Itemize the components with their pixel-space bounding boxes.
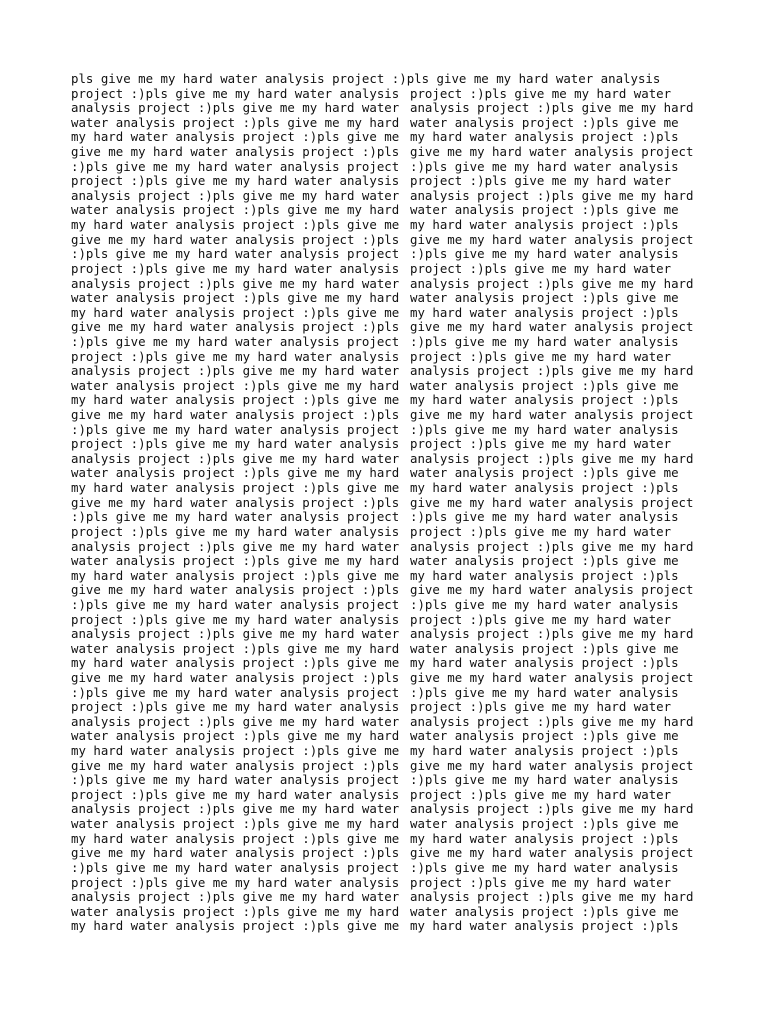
text-line: project :)pls give me my hard water analysis [71,611,400,627]
text-line: my hard water analysis project :)pls [410,392,679,408]
text-line: water analysis project :)pls give me my hard [71,903,400,919]
text-line: my hard water analysis project :)pls give me [71,743,400,759]
text-line: analysis project :)pls give me my hard [410,450,694,466]
text-line: analysis project :)pls give me my hard water [71,100,400,116]
text-line: analysis project :)pls give me my hard [410,889,694,905]
text-line: project :)pls give me my hard water analysis [71,85,400,101]
text-line: water analysis project :)pls give me my hard [71,816,400,832]
text-line: analysis project :)pls give me my hard water [71,450,400,466]
text-line: give me my hard water analysis project [410,144,694,160]
text-line: project :)pls give me my hard water [410,85,672,101]
text-line: :)pls give me my hard water analysis [410,596,679,612]
text-line: project :)pls give me my hard water analysis [71,260,400,276]
text-line: project :)pls give me my hard water [410,699,672,715]
text-line: :)pls give me my hard water analysis project [71,421,400,437]
text-line: :)pls give me my hard water analysis project [71,596,400,612]
text-line: project :)pls give me my hard water [410,874,672,890]
text-line: analysis project :)pls give me my hard water [71,889,400,905]
text-line: pls give me my hard water analysis project :)pls give me my hard water analysis [71,71,661,86]
text-line: water analysis project :)pls give me my hard [71,114,400,130]
text-line: project :)pls give me my hard water analysis [71,786,400,802]
text-line: project :)pls give me my hard water [410,523,672,539]
text-line: water analysis project :)pls give me [410,202,679,218]
text-line: :)pls give me my hard water analysis project [71,859,400,875]
text-line: :)pls give me my hard water analysis [410,772,679,788]
text-line: give me my hard water analysis project :)pls [71,757,400,773]
text-line: project :)pls give me my hard water analysis [71,173,400,189]
text-line: my hard water analysis project :)pls give me [71,918,400,934]
text-line: my hard water analysis project :)pls give me [71,392,400,408]
text-line: my hard water analysis project :)pls give me [71,217,400,233]
text-line: water analysis project :)pls give me [410,553,679,569]
text-line: my hard water analysis project :)pls give me [71,655,400,671]
text-line: :)pls give me my hard water analysis [410,859,679,875]
text-line: analysis project :)pls give me my hard water [71,538,400,554]
text-line: water analysis project :)pls give me my hard [71,728,400,744]
text-line: give me my hard water analysis project :)pls [71,144,400,160]
text-line: my hard water analysis project :)pls [410,304,679,320]
text-line: :)pls give me my hard water analysis project [71,333,400,349]
text-line: :)pls give me my hard water analysis [410,509,679,525]
text-line: analysis project :)pls give me my hard [410,538,694,554]
text-line: water analysis project :)pls give me my hard [71,640,400,656]
text-line: my hard water analysis project :)pls [410,918,679,934]
text-line: project :)pls give me my hard water analysis [71,436,400,452]
text-line: water analysis project :)pls give me [410,640,679,656]
text-line: water analysis project :)pls give me [410,816,679,832]
text-line: analysis project :)pls give me my hard [410,801,694,817]
text-line: :)pls give me my hard water analysis [410,246,679,262]
text-line: my hard water analysis project :)pls [410,217,679,233]
text-line: analysis project :)pls give me my hard [410,187,694,203]
text-line: give me my hard water analysis project [410,319,694,335]
text-line: :)pls give me my hard water analysis [410,421,679,437]
text-line: project :)pls give me my hard water analysis [71,348,400,364]
text-line: water analysis project :)pls give me [410,290,679,306]
text-line: :)pls give me my hard water analysis project [71,772,400,788]
text-line: analysis project :)pls give me my hard [410,713,694,729]
text-line: analysis project :)pls give me my hard water [71,363,400,379]
text-line: analysis project :)pls give me my hard [410,275,694,291]
text-line: give me my hard water analysis project :)pls [71,319,400,335]
text-line: my hard water analysis project :)pls [410,743,679,759]
text-line: give me my hard water analysis project [410,231,694,247]
text-line: project :)pls give me my hard water [410,173,672,189]
text-line: my hard water analysis project :)pls [410,830,679,846]
text-line: :)pls give me my hard water analysis [410,684,679,700]
text-line: :)pls give me my hard water analysis [410,333,679,349]
text-line: water analysis project :)pls give me [410,465,679,481]
text-line: give me my hard water analysis project :)pls [71,845,400,861]
text-line: :)pls give me my hard water analysis project [71,246,400,262]
text-line: :)pls give me my hard water analysis [410,158,679,174]
text-line: project :)pls give me my hard water [410,611,672,627]
text-line: my hard water analysis project :)pls give me [71,129,400,145]
text-line: give me my hard water analysis project :)pls [71,582,400,598]
text-line: give me my hard water analysis project [410,494,694,510]
text-line: project :)pls give me my hard water [410,786,672,802]
text-line: give me my hard water analysis project [410,582,694,598]
text-line: analysis project :)pls give me my hard [410,363,694,379]
text-line: my hard water analysis project :)pls give me [71,567,400,583]
document-body-right-column [410,72,693,934]
text-line: give me my hard water analysis project [410,407,694,423]
text-line: give me my hard water analysis project :)pls [71,407,400,423]
text-line: give me my hard water analysis project [410,669,694,685]
text-line: my hard water analysis project :)pls [410,129,679,145]
text-line: water analysis project :)pls give me my hard [71,465,400,481]
text-line: project :)pls give me my hard water analysis [71,874,400,890]
text-line: give me my hard water analysis project :)pls [71,231,400,247]
text-line: project :)pls give me my hard water [410,436,672,452]
text-line: water analysis project :)pls give me [410,728,679,744]
text-line: give me my hard water analysis project :)pls [71,494,400,510]
text-line: analysis project :)pls give me my hard water [71,275,400,291]
text-line: water analysis project :)pls give me [410,114,679,130]
text-line: my hard water analysis project :)pls [410,567,679,583]
text-line: my hard water analysis project :)pls give me [71,830,400,846]
text-line: water analysis project :)pls give me my hard [71,553,400,569]
text-line: water analysis project :)pls give me my hard [71,377,400,393]
text-line: water analysis project :)pls give me my hard [71,202,400,218]
text-line: analysis project :)pls give me my hard water [71,801,400,817]
text-line: analysis project :)pls give me my hard water [71,187,400,203]
text-line: project :)pls give me my hard water analysis [71,699,400,715]
text-line: project :)pls give me my hard water analysis [71,523,400,539]
text-line: give me my hard water analysis project [410,845,694,861]
text-line: analysis project :)pls give me my hard water [71,713,400,729]
text-line: water analysis project :)pls give me [410,377,679,393]
text-line: my hard water analysis project :)pls [410,480,679,496]
text-line: water analysis project :)pls give me my hard [71,290,400,306]
text-line: give me my hard water analysis project :)pls [71,669,400,685]
text-line: project :)pls give me my hard water [410,260,672,276]
text-line: :)pls give me my hard water analysis project [71,509,400,525]
text-line: my hard water analysis project :)pls give me [71,304,400,320]
text-line: analysis project :)pls give me my hard water [71,626,400,642]
text-line: :)pls give me my hard water analysis project [71,158,400,174]
text-line: water analysis project :)pls give me [410,903,679,919]
text-line: :)pls give me my hard water analysis project [71,684,400,700]
text-line: give me my hard water analysis project [410,757,694,773]
text-line: my hard water analysis project :)pls [410,655,679,671]
text-line: analysis project :)pls give me my hard [410,100,694,116]
text-line: analysis project :)pls give me my hard [410,626,694,642]
text-line [410,72,693,87]
text-line: my hard water analysis project :)pls give me [71,480,400,496]
text-line: project :)pls give me my hard water [410,348,672,364]
